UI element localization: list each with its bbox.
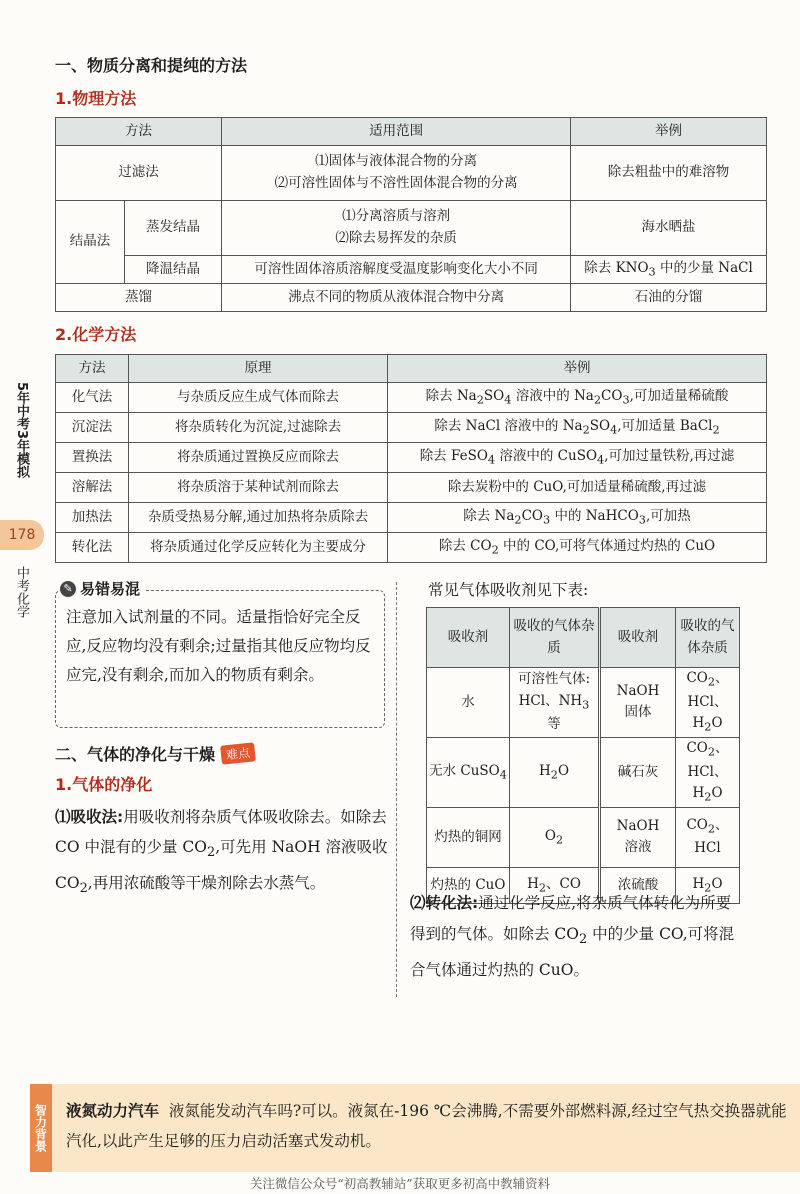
impurity-cell: $H_2O$ [510, 737, 600, 807]
impurity-cell: $CO_2$、HCl [676, 807, 740, 867]
example-cell: 海水晒盐 [571, 201, 767, 256]
absorbent-cell: 灼热的铜网 [427, 807, 510, 867]
principle-cell: 与杂质反应生成气体而除去 [129, 383, 388, 413]
subheading-gas-purification: 1.气体的净化 [55, 775, 153, 794]
principle-cell: 将杂质转化为沉淀,过滤除去 [129, 413, 388, 443]
example-cell: 除去 $CO_2$ 中的 CO,可将气体通过灼热的 CuO [388, 533, 767, 563]
check-icon: ✎ [60, 581, 76, 597]
section-heading-1: 一、物质分离和提纯的方法 [55, 56, 248, 75]
example-cell: 除去 $Na_2SO_4$ 溶液中的 $Na_2CO_3$,可加适量稀硫酸 [388, 383, 767, 413]
absorbent-cell: NaOH 固体 [600, 668, 676, 738]
section-heading-2: 二、气体的净化与干燥 难点 [55, 742, 255, 765]
impurity-cell: $H_2$、CO [510, 867, 600, 903]
background-text: 液氮动力汽车 液氮能发动汽车吗?可以。液氮在-196 ℃会沸腾,不需要外部燃料源,经过空气热交换器就能汽化,以此产生足够的压力启动活塞式发动机。 [66, 1102, 787, 1150]
footer-watermark: 关注微信公众号“初高教辅站”获取更多初高中教辅资料 [249, 1176, 551, 1191]
method-cell: 置换法 [56, 443, 129, 473]
col-header: 方法 [56, 355, 129, 383]
subject-label: 中考化学 [14, 566, 29, 618]
col-header: 方法 [56, 118, 222, 146]
col-header: 吸收的气体杂质 [510, 608, 600, 668]
col-header: 吸收剂 [427, 608, 510, 668]
example-cell: 除去 FeSO$_4$ 溶液中的 CuSO$_4$,可加过量铁粉,再过滤 [388, 443, 767, 473]
impurity-cell: $O_2$ [510, 807, 600, 867]
method-cell: 蒸馏 [56, 284, 222, 312]
principle-cell: 将杂质通过置换反应而除去 [129, 443, 388, 473]
subheading-chemical: 2.化学方法 [55, 325, 137, 344]
impurity-cell: 可溶性气体: HCl、$NH_3$ 等 [510, 668, 600, 738]
principle-cell: 将杂质通过化学反应转化为主要成分 [129, 533, 388, 563]
method-cell: 转化法 [56, 533, 129, 563]
submethod-cell: 蒸发结晶 [125, 201, 222, 256]
scope-cell: ⑴固体与液体混合物的分离 ⑵可溶性固体与不溶性固体混合物的分离 [222, 146, 571, 201]
col-header: 吸收剂 [600, 608, 676, 668]
absorbent-cell: 灼热的 CuO [427, 867, 510, 903]
submethod-cell: 降温结晶 [125, 256, 222, 284]
page-number: 178 [0, 520, 44, 550]
subheading-physical: 1.物理方法 [55, 89, 137, 108]
absorbent-cell: 水 [427, 668, 510, 738]
impurity-cell: $H_2O$ [676, 867, 740, 903]
example-cell: 除去 NaCl 溶液中的 $Na_2SO_4$,可加适量 BaCl$_2$ [388, 413, 767, 443]
example-cell: 除去炭粉中的 CuO,可加适量稀硫酸,再过滤 [388, 473, 767, 503]
method-cell: 过滤法 [56, 146, 222, 201]
physical-methods-table [55, 117, 767, 312]
mistake-box [55, 590, 385, 728]
absorbent-cell: 碱石灰 [600, 737, 676, 807]
chemical-methods-table [55, 354, 767, 563]
impurity-cell: $CO_2$、HCl、 $H_2O$ [676, 737, 740, 807]
method-cell: 化气法 [56, 383, 129, 413]
series-title: 5年中考3年模拟 [14, 382, 29, 479]
mistake-text: 注意加入试剂量的不同。适量指恰好完全反应,反应物均没有剩余;过量指其他反应物均反应完,没有剩余,而加入的物质有剩余。 [66, 608, 371, 684]
col-header: 举例 [388, 355, 767, 383]
col-header: 原理 [129, 355, 388, 383]
method-cell: 溶解法 [56, 473, 129, 503]
impurity-cell: $CO_2$、HCl、 $H_2O$ [676, 668, 740, 738]
scope-cell: 可溶性固体溶质溶解度受温度影响变化大小不同 [222, 256, 571, 284]
method-cell: 沉淀法 [56, 413, 129, 443]
example-cell: 除去 $KNO_3$ 中的少量 NaCl [571, 256, 767, 284]
col-header: 举例 [571, 118, 767, 146]
method-cell: 结晶法 [56, 201, 125, 284]
example-cell: 除去粗盐中的难溶物 [571, 146, 767, 201]
absorption-method-paragraph: ⑴吸收法:用吸收剂将杂质气体吸收除去。如除去 CO 中混有的少量 $CO_2$,可先用 NaOH 溶液吸收 $CO_2$,再用浓硫酸等干燥剂除去水蒸气。 [55, 808, 388, 897]
column-divider [396, 582, 397, 997]
principle-cell: 将杂质溶于某种试剂而除去 [129, 473, 388, 503]
example-cell: 除去 $Na_2CO_3$ 中的 NaHCO$_3$,可加热 [388, 503, 767, 533]
gas-table-intro: 常见气体吸收剂见下表: [428, 581, 589, 599]
conversion-method-paragraph: ⑵转化法:通过化学反应,将杂质气体转化为所要得到的气体。如除去 $CO_2$ 中的少量 CO,可将混合气体通过灼热的 CuO。 [410, 894, 735, 980]
gas-absorbent-table [426, 607, 740, 904]
background-knowledge-box [30, 1084, 800, 1172]
example-cell: 石油的分馏 [571, 284, 767, 312]
absorbent-cell: NaOH 溶液 [600, 807, 676, 867]
scope-cell: ⑴分离溶质与溶剂 ⑵除去易挥发的杂质 [222, 201, 571, 256]
col-header: 适用范围 [222, 118, 571, 146]
mistake-header: ✎ 易错易混 [60, 578, 146, 599]
scope-cell: 沸点不同的物质从液体混合物中分离 [222, 284, 571, 312]
method-cell: 加热法 [56, 503, 129, 533]
absorbent-cell: 浓硫酸 [600, 867, 676, 903]
principle-cell: 杂质受热易分解,通过加热将杂质除去 [129, 503, 388, 533]
background-tag: 智力背景 [30, 1084, 52, 1172]
col-header: 吸收的气体杂质 [676, 608, 740, 668]
difficulty-badge: 难点 [220, 742, 256, 764]
absorbent-cell: 无水 CuSO$_4$ [427, 737, 510, 807]
